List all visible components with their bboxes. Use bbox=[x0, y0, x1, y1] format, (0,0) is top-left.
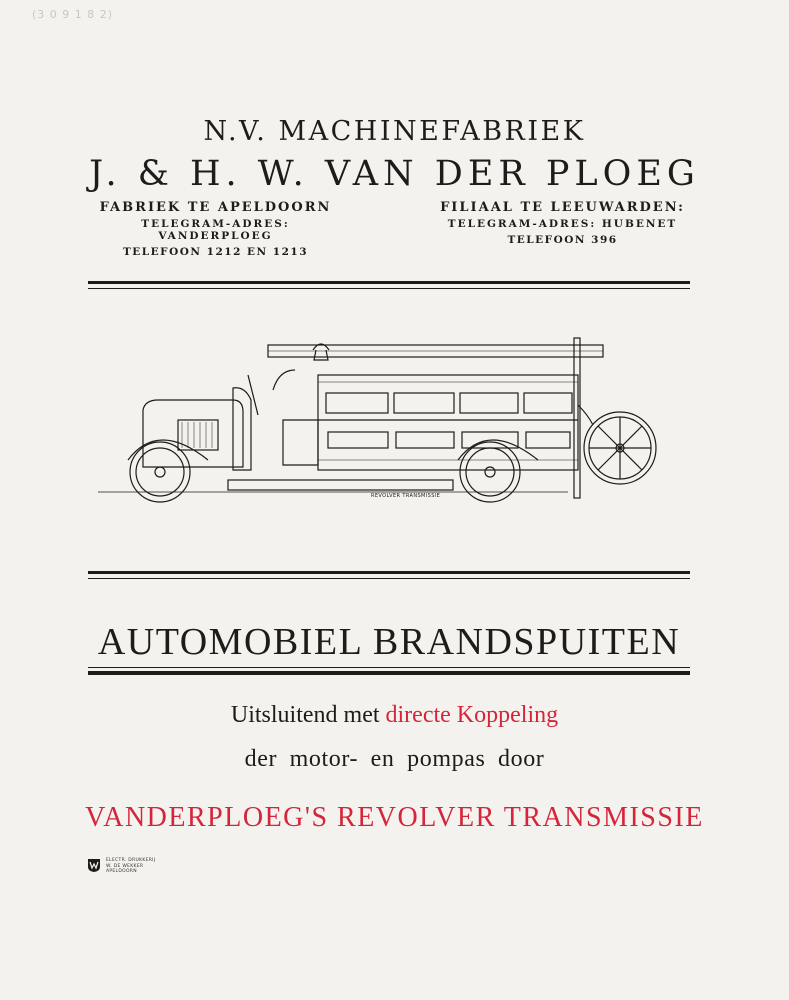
main-title: AUTOMOBIEL BRANDSPUITEN bbox=[97, 621, 681, 663]
hood-shape bbox=[143, 400, 243, 467]
branch-location: FILIAAL TE LEEUWARDEN: bbox=[440, 200, 685, 215]
pencil-note: (3 0 9 1 8 2) bbox=[32, 8, 114, 21]
printer-mark bbox=[106, 858, 155, 875]
printer-mark-line3: APELDOORN bbox=[106, 869, 137, 874]
factory-telegram: TELEGRAM-ADRES: VANDERPLOEG bbox=[141, 218, 290, 242]
body-shape bbox=[318, 375, 578, 470]
company-type-heading: N.V. MACHINEFABRIEK bbox=[203, 116, 586, 147]
coupling-line-plain: Uitsluitend met bbox=[230, 702, 380, 728]
transmission-line: VANDERPLOEG'S REVOLVER TRANSMISSIE bbox=[85, 802, 704, 833]
printer-logo-icon bbox=[86, 857, 102, 873]
ladder-rear-support bbox=[574, 338, 580, 498]
factory-phone: TELEFOON 1212 EN 1213 bbox=[122, 246, 309, 258]
middle-rule-thin bbox=[88, 578, 690, 579]
front-wheel bbox=[130, 442, 190, 502]
coupling-line-red: directe Koppeling bbox=[385, 702, 559, 728]
printer-mark-line2: W. DE WEKKER bbox=[106, 863, 144, 869]
fire-engine-illustration bbox=[98, 320, 668, 510]
printer-mark-line1: ELECTR. DRUKKERIJ bbox=[106, 858, 156, 863]
title-rule-thin bbox=[88, 667, 690, 668]
factory-address-block bbox=[88, 200, 343, 258]
title-rule-thick bbox=[88, 671, 690, 675]
rear-wheel bbox=[460, 442, 520, 502]
middle-rule-thick bbox=[88, 571, 690, 574]
branch-telegram: TELEGRAM-ADRES: HUBENET bbox=[447, 218, 678, 230]
motor-pump-line: der motor- en pompas door bbox=[244, 746, 545, 772]
branch-address-block bbox=[430, 200, 695, 246]
factory-location: FABRIEK TE APELDOORN bbox=[99, 200, 332, 215]
coupling-line bbox=[0, 702, 789, 729]
branch-phone: TELEFOON 396 bbox=[507, 234, 618, 246]
top-rule-thick bbox=[88, 281, 690, 284]
illustration-caption: REVOLVER TRANSMISSIE bbox=[371, 493, 441, 499]
company-name-heading: J. & H. W. VAN DER PLOEG bbox=[89, 154, 700, 194]
top-rule-thin bbox=[88, 288, 690, 289]
